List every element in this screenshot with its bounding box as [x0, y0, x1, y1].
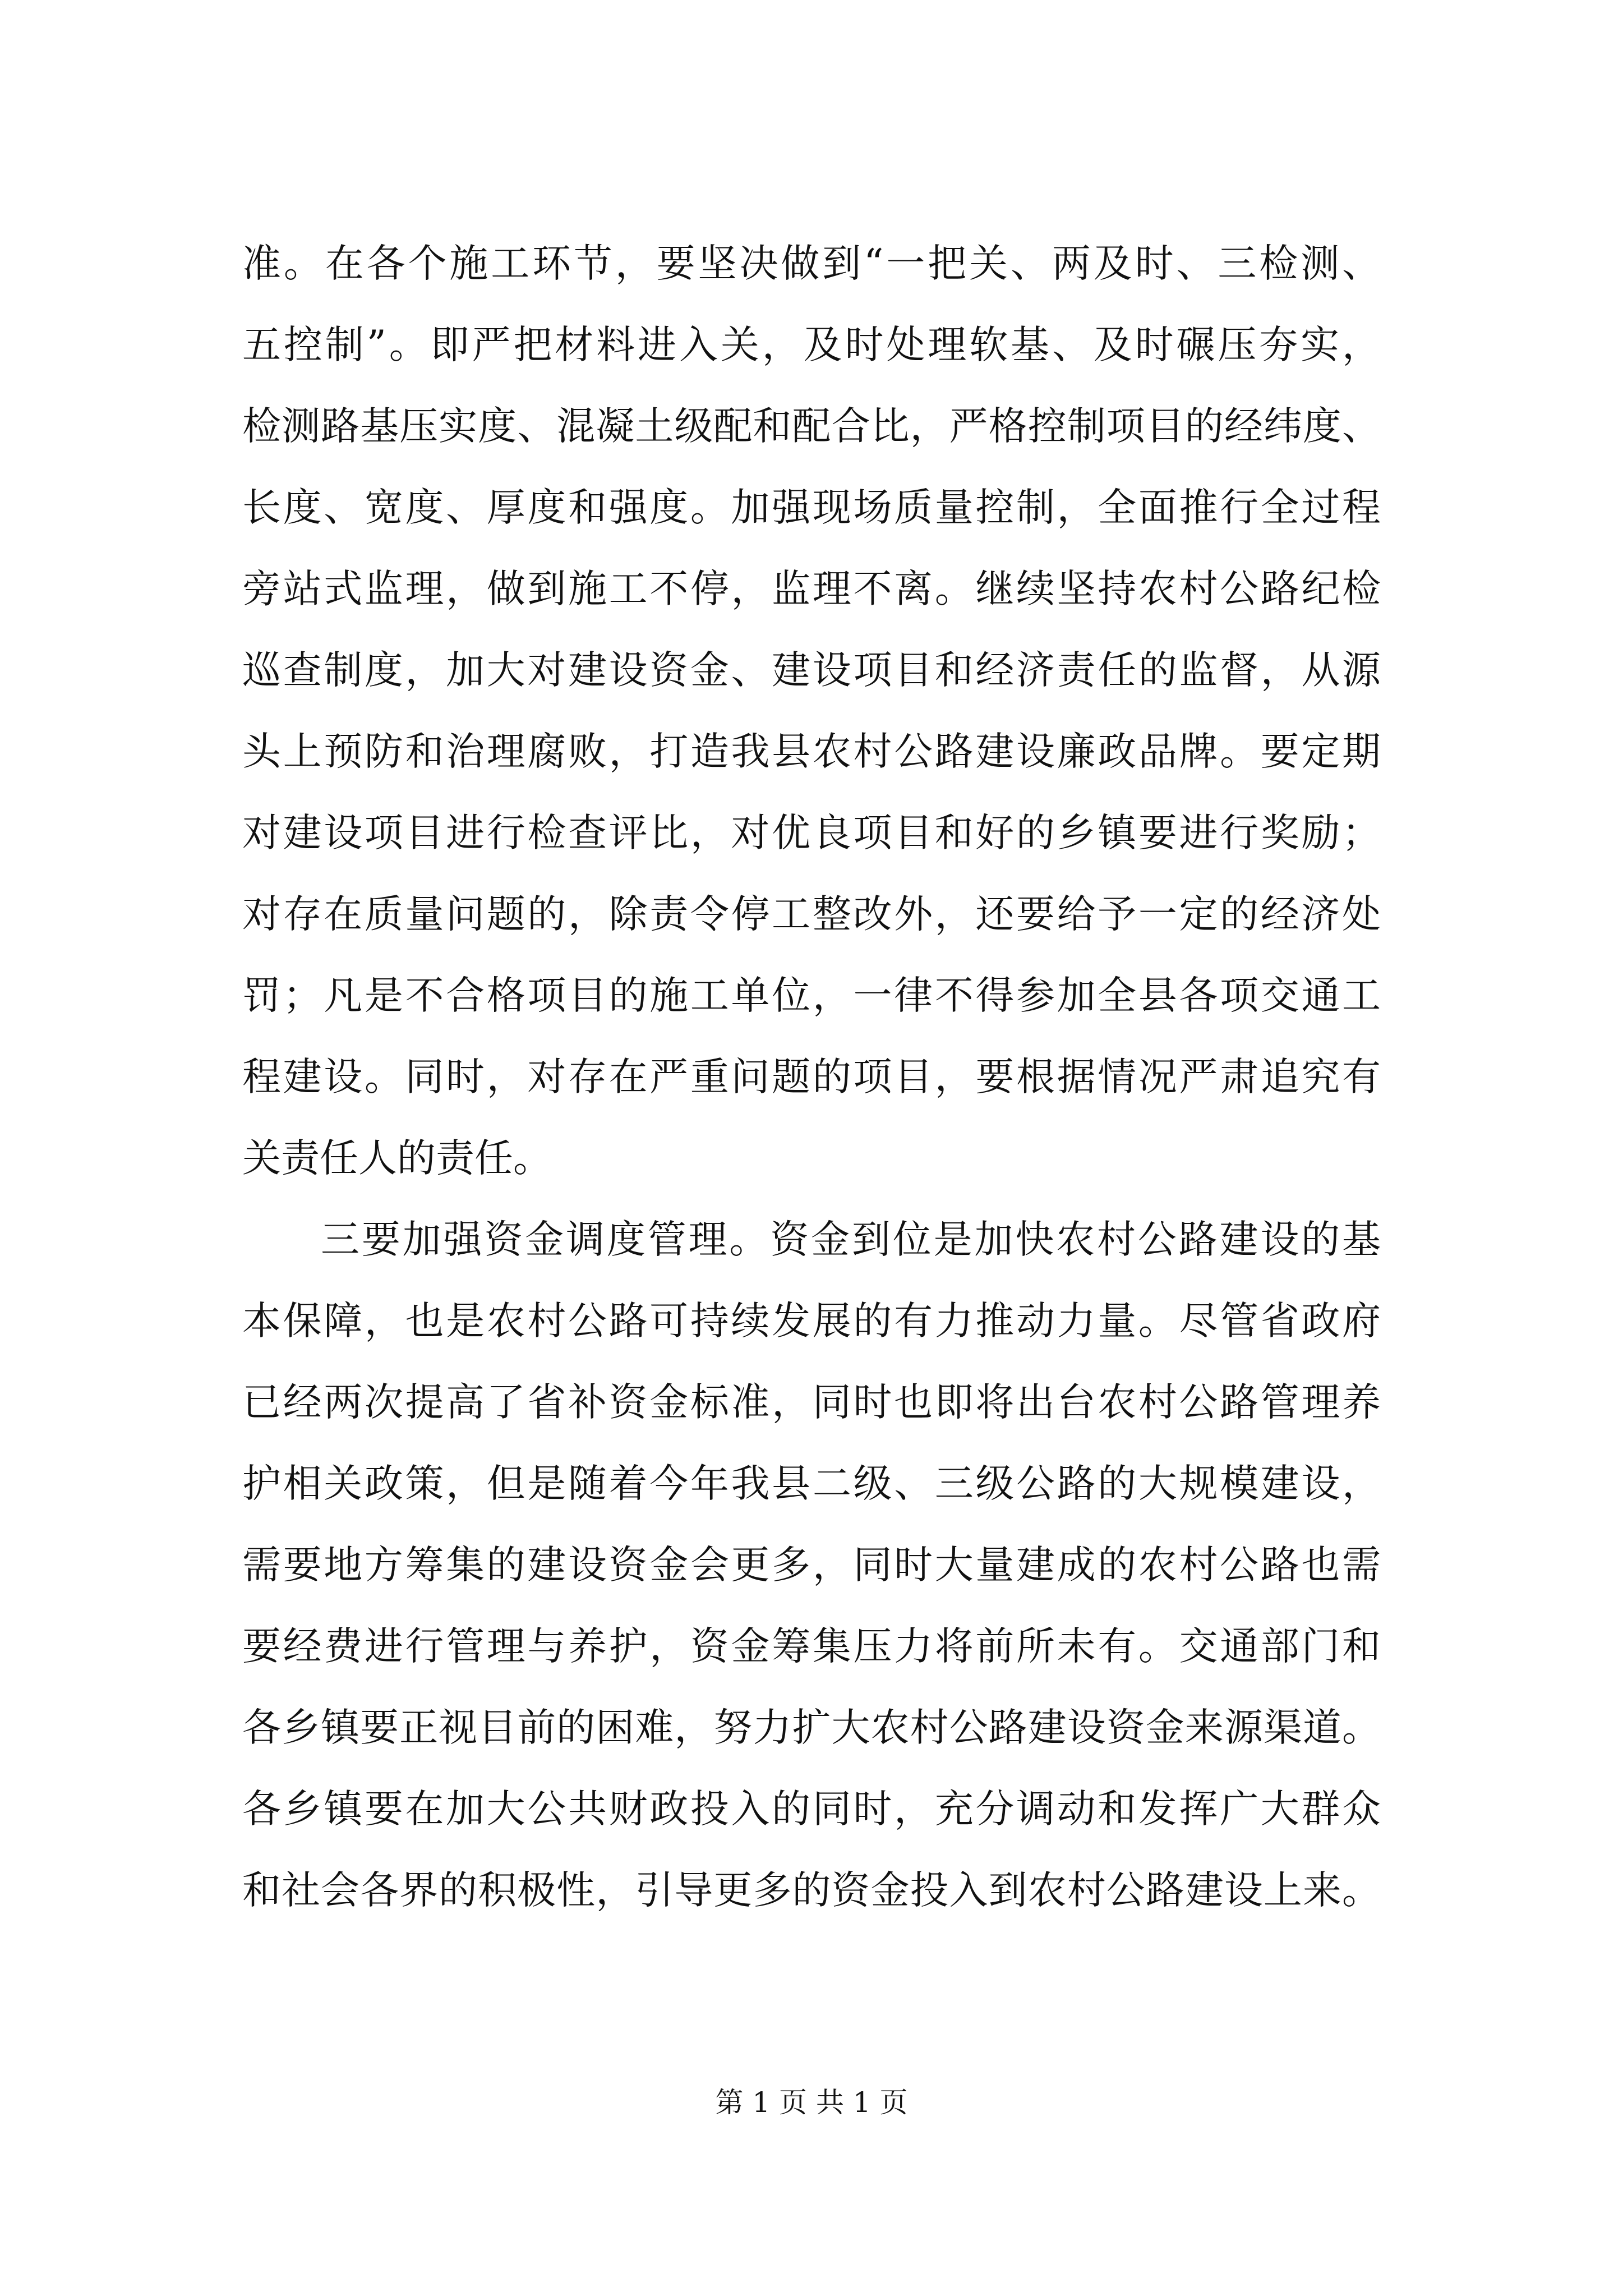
text-line: 准。在各个施工环节，要坚决做到“一把关、两及时、三检测、	[242, 241, 1381, 286]
text-line: 头上预防和治理腐败，打造我县农村公路建设廉政品牌。要定期	[242, 729, 1381, 774]
text-line: 三要加强资金调度管理。资金到位是加快农村公路建设的基	[321, 1217, 1381, 1262]
text-line: 本保障，也是农村公路可持续发展的有力推动力量。尽管省政府	[242, 1299, 1381, 1343]
text-line: 旁站式监理，做到施工不停，监理不离。继续坚持农村公路纪检	[242, 567, 1381, 611]
text-line: 对建设项目进行检查评比，对优良项目和好的乡镇要进行奖励；	[242, 811, 1381, 855]
text-line: 要经费进行管理与养护，资金筹集压力将前所未有。交通部门和	[242, 1624, 1381, 1669]
text-line: 各乡镇要在加大公共财政投入的同时，充分调动和发挥广大群众	[242, 1787, 1381, 1832]
text-line: 检测路基压实度、混凝土级配和配合比，严格控制项目的经纬度、	[242, 404, 1381, 449]
text-line: 护相关政策，但是随着今年我县二级、三级公路的大规模建设，	[242, 1461, 1381, 1506]
text-line: 已经两次提高了省补资金标准，同时也即将出台农村公路管理养	[242, 1380, 1381, 1425]
body-text	[242, 223, 1381, 1931]
text-line: 长度、宽度、厚度和强度。加强现场质量控制，全面推行全过程	[242, 485, 1381, 530]
text-line: 关责任人的责任。	[242, 1136, 552, 1181]
text-line: 程建设。同时，对存在严重问题的项目，要根据情况严肃追究有	[242, 1055, 1381, 1099]
page-footer: 第 1 页 共 1 页	[715, 2086, 908, 2119]
text-line: 和社会各界的积极性，引导更多的资金投入到农村公路建设上来。	[242, 1868, 1381, 1913]
text-line: 对存在质量问题的，除责令停工整改外，还要给予一定的经济处	[242, 892, 1381, 937]
text-line: 巡查制度，加大对建设资金、建设项目和经济责任的监督，从源	[242, 648, 1381, 693]
text-line: 需要地方筹集的建设资金会更多，同时大量建成的农村公路也需	[242, 1543, 1381, 1588]
text-line: 罚；凡是不合格项目的施工单位，一律不得参加全县各项交通工	[242, 973, 1381, 1018]
text-line: 五控制”。即严把材料进入关，及时处理软基、及时碾压夯实，	[242, 323, 1381, 367]
text-line: 各乡镇要正视目前的困难，努力扩大农村公路建设资金来源渠道。	[242, 1705, 1381, 1750]
